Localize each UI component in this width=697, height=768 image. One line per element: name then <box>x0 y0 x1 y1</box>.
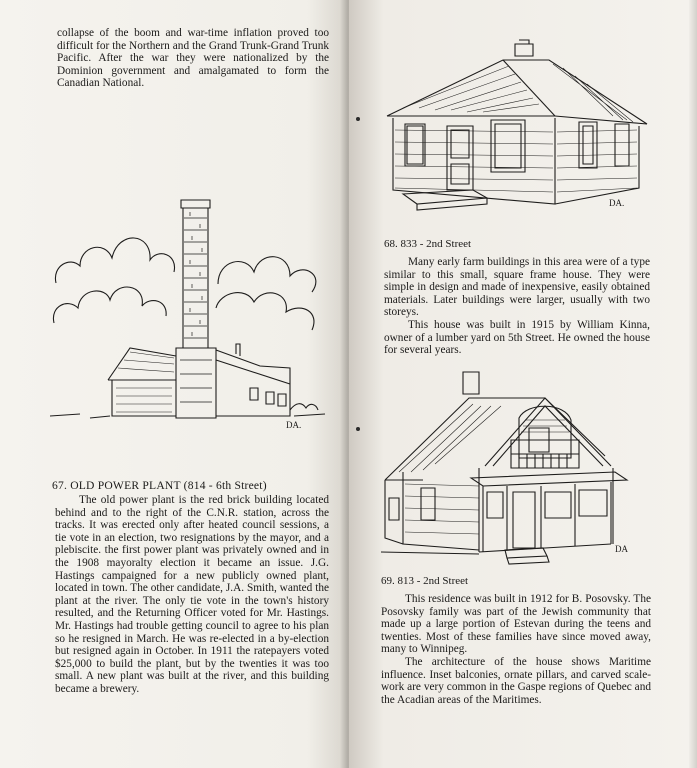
binding-dot <box>356 117 360 121</box>
page-edge <box>689 0 697 768</box>
entry-69-paragraphs <box>381 593 651 706</box>
right-page <box>349 0 697 768</box>
intro-text: collapse of the boom and war-time inflation proved too difficult for the Northern and the Grand Trunk-Grand Trunk Pacific. After the war they were nationalized by the Dominion government and amalgamated to form the Canadian National. <box>57 27 329 90</box>
small-house-illustration <box>383 38 655 214</box>
entry-67-text: The old power plant is the red brick building located behind and to the right of the C.N.R. station, across the tracks. It was erected only after heated council sessions, a tie vote in an election, two resignations by the mayor, and a plebiscite. the first power plant was privately owned and in the 1908 mayoralty election it became an issue. J.G. Hastings campaigned for a new publicly owned plant, located in town. The other candidate, J.A. Smith, wanted the plant at the river. The only tie vote in the town's history resulted, and the Returning Officer voted for Mr. Hastings. Mr. Hastings had trouble getting council to agree to his plan so he resigned in March. He was re-elected in a by-election but resigned again in October. In 1911 the ratepayers voted $25,000 to build the plant, but by the twenties it was too small. A new plant was built at the river, and this building became a brewery. <box>55 494 329 695</box>
entry-69-text-1: This residence was built in 1912 for B. Posovsky. The Posovsky family was part of the Jewish community that made up a large portion of Estevan during the teens and twenties. Most of these families have since moved away, many to Winnipeg. <box>381 593 651 656</box>
power-plant-illustration <box>50 188 330 433</box>
intro-paragraph <box>57 27 329 90</box>
power-plant-signature: DA. <box>286 420 302 430</box>
entry-69-text-2: The architecture of the house shows Maritime influence. Inset balconies, ornate pillars, and carved scale-work are very common in the Gaspe regions of Quebec and the Acadian areas of the Maritimes. <box>381 655 651 706</box>
entry-68-paragraphs <box>384 256 650 357</box>
entry-67-heading: 67. OLD POWER PLANT (814 - 6th Street) <box>52 479 267 492</box>
entry-69-caption: 69. 813 - 2nd Street <box>381 575 469 587</box>
entry-67-paragraph <box>55 494 329 696</box>
binding-dot <box>356 427 360 431</box>
entry-68-text-2: This house was built in 1915 by William Kinna, owner of a lumber yard on 5th Street. He owned the house for several years. <box>384 318 650 357</box>
small-house-signature: DA. <box>609 198 625 208</box>
entry-68-text-1: Many early farm buildings in this area were of a type similar to this small, square frame house. They were simple in design and made of inexpensive, easily obtained materials. Later buildings were larger, usually with two storeys. <box>384 256 650 319</box>
two-storey-house-signature: DA <box>615 544 628 554</box>
entry-68-caption: 68. 833 - 2nd Street <box>384 238 472 250</box>
two-storey-house-illustration <box>379 368 655 568</box>
